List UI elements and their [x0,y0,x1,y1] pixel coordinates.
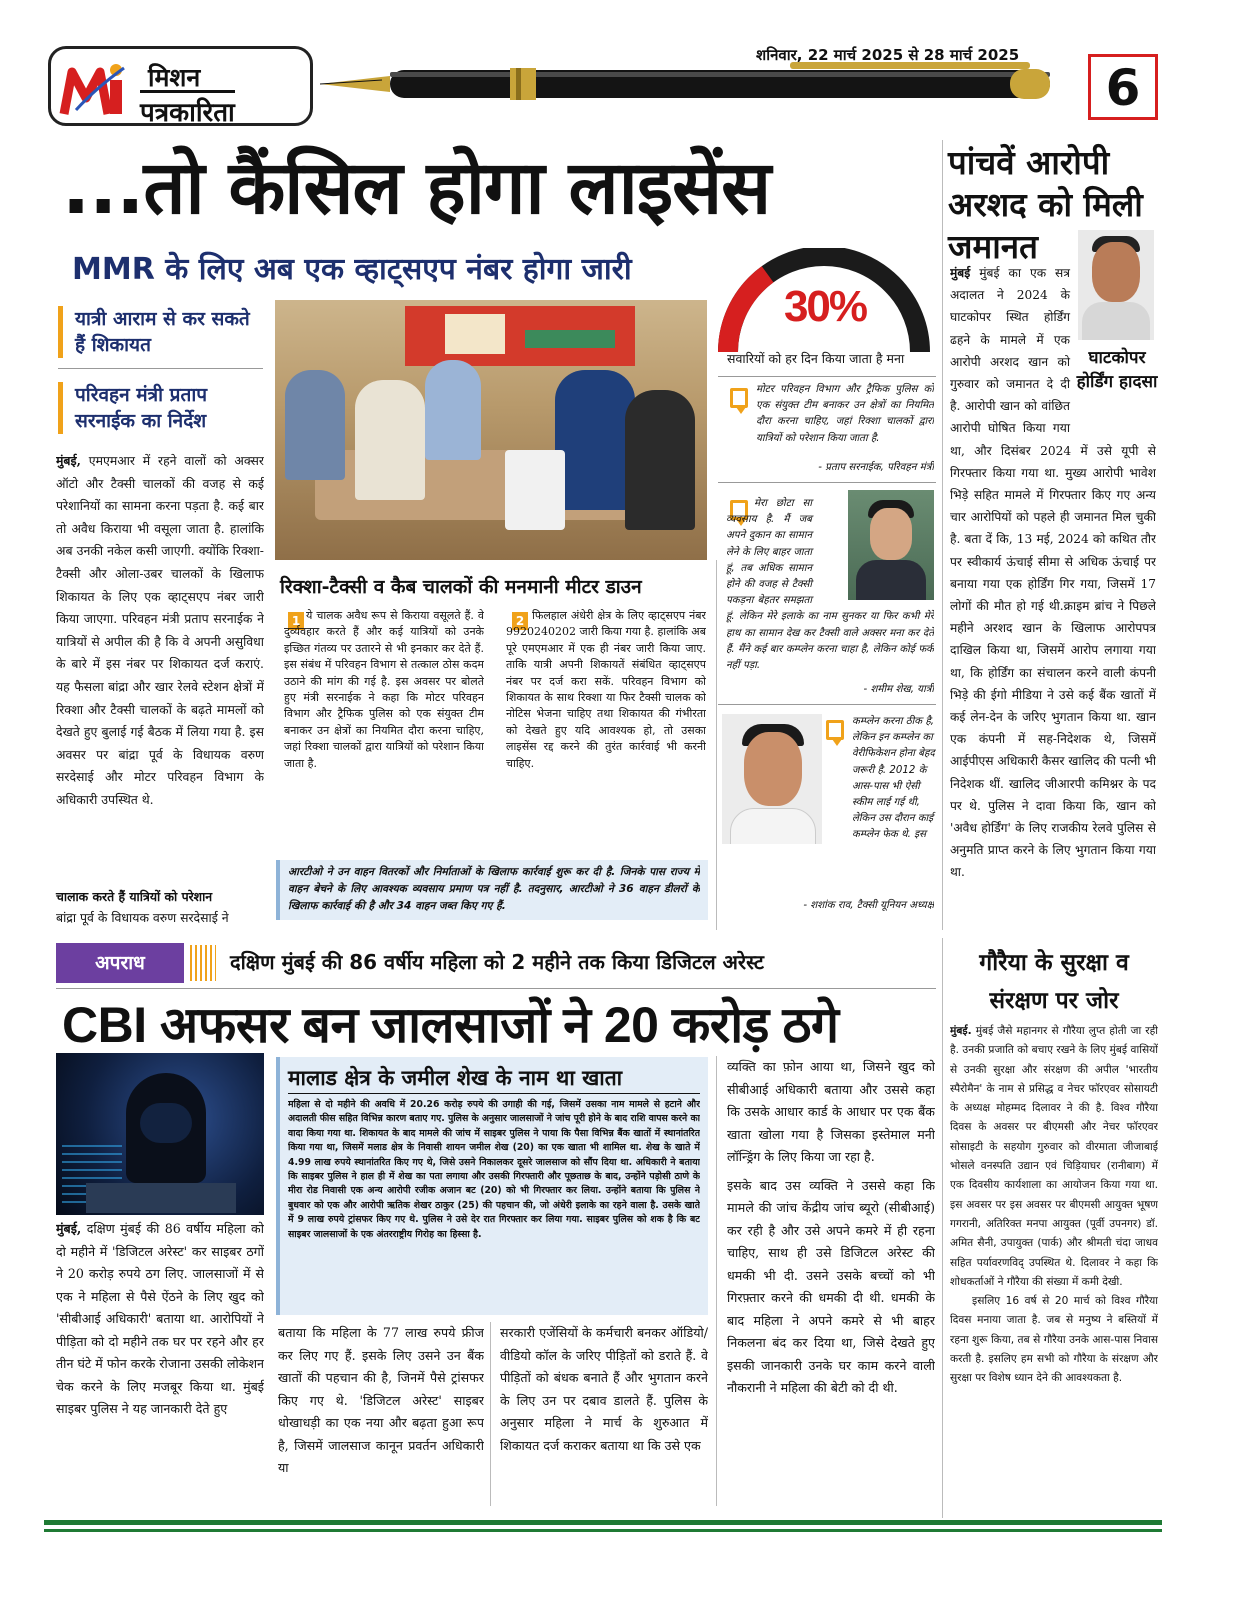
crime-box-body: महिला से दो महीने की अवधि में 20.26 करोड़ रुपये की उगाही की गई, जिसमें उसका नाम मामले से हटाने और अदालती फीस सहित विभिन्न कारण बताए गए. पुलिस के अनुसार जालसाजों ने जांच पूरी होने के बाद राशि वापस करने का वादा किया गया था. शिकायत के बाद मामले की जांच में साइबर पुलिस ने पाया कि पैसा विभिन्न बैंक खातों में स्थानांतरित किया गया था, जिसमें मलाड क्षेत्र के निवासी शायन जमील शेख (20) का एक खाता भी शामिल था. शेख के खाते में 4.99 लाख रुपये स्थानांतरित किए गए थे, जिसे उसने निकालकर दूसरे जालसाज को सौंप दिया था. अधिकारी ने बताया कि साइबर पुलिस ने हाल ही में शेख का पता लगाया और उसकी गिरफ्तारी और पूछताछ के बाद, उन्होंने पड़ोसी ठाणे के मीरा रोड निवासी एक अन्य आरोपी रजीक अजान बट (20) को भी गिरफ्तार कर लिया. उन्होंने बताया कि पुलिस ने बुधवार को एक और आरोपी ऋतिक शेखर ठाकुर (25) की पहचान की, जो अंधेरी इलाके का रहने वाला है. उसके खाते में 9 लाख रुपये ट्रांसफर किए गए थे. पुलिस ने उसे देर रात गिरफ्तार कर लिया गया. साइबर पुलिस को शक है कि बट साइबर जालसाजों के एक अंतरराष्ट्रीय गिरोह का हिस्सा है. [288,1099,700,1240]
crime-box-title: मालाड क्षेत्र के जमील शेख के नाम था खाता [288,1063,700,1094]
divider [942,140,943,930]
lead-body [56,450,264,886]
point-2-text [506,608,706,858]
lead-subhead: MMR के लिए अब एक व्हाट्सएप नंबर होगा जारी [72,252,632,287]
point-1-badge: 1 [288,612,304,630]
quote-1-author: - प्रताप सरनाईक, परिवहन मंत्री [818,462,934,473]
crime-tag: अपराध [56,943,184,983]
divider [490,1322,491,1506]
crime-col-4 [727,1056,935,1504]
crime-box [276,1057,708,1315]
rto-box [276,860,708,920]
quote-3-author: - शशांक राव, टैक्सी यूनियन अध्यक्ष [803,900,934,911]
side2-headline: गौरैया के सुरक्षा व संरक्षण पर जोर [979,950,1129,1014]
divider [942,938,943,1518]
crime-col-2: बताया कि महिला के 77 लाख रुपये फ्रीज कर लिए गए हैं. इसके लिए उसने उन बैंक खातों की पहचान की है, जिनमें पैसे ट्रांसफर किए गए थे. 'डिजिटल अरेस्ट' साइबर धोखाधड़ी का एक नया और बढ़ता हुआ रूप है, जिसमें जालसाज कानून प्रवर्तन अधिकारी या [278,1325,484,1475]
side1-body [950,262,1156,934]
divider [716,560,717,930]
lead-bullet-1-text: यात्री आराम से कर सकते हैं शिकायत [75,308,250,356]
point-2-badge: 2 [512,612,528,630]
side2-body [950,1022,1158,1518]
point-1-body: ये चालक अवैध रूप से किराया वसूलते हैं. वे दुर्व्यवहार करते हैं और कई यात्रियों को उनके इच्छित गंतव्य पर उतारने से भी इनकार कर देते हैं. इस संबंध में परिवहन विभाग से तत्काल ठोस कदम उठाने की मांग की गई है. इस अवसर पर बोलते हुए मंत्री सरनाईक ने कहा कि मोटर परिवहन विभाग और ट्रैफिक पुलिस को एक संयुक्त टीम बनाकर उन क्षेत्रों का नियमित दौरा करना चाहिए, जहां रिक्शा चालकों द्वारा यात्रियों को परेशान किया जाता है. [284,609,484,770]
lead-dateline: मुंबई, [56,453,81,468]
page-number: 6 [1088,54,1158,120]
lead-bullet-1 [58,306,263,358]
lead-headline: ...तो कैंसिल होगा लाइसेंस [62,145,771,231]
crime-headline: CBI अफसर बन जालसाजों ने 20 करोड़ ठगे [62,997,839,1053]
lead-bullet-2-text: परिवहन मंत्री प्रताप सरनाईक का निर्देश [75,384,208,432]
divider [718,482,936,483]
quote-1-text: मोटर परिवहन विभाग और ट्रैफिक पुलिस को एक संयुक्त टीम बनाकर उन क्षेत्रों का नियमित दौरा करना चाहिए, जहां रिक्शा चालकों द्वारा यात्रियों को परेशान किया जाता है. [756,384,934,444]
footer-bar [44,1520,1162,1532]
logo-icon [58,60,138,118]
crime-col-4-text: व्यक्ति का फ़ोन आया था, जिसने खुद को सीबीआई अधिकारी बताया और उससे कहा कि उसके आधार कार्ड के आधार पर एक बैंक खाता खोला गया है जिसका इस्तेमाल मनी लॉन्ड्रिंग के लिए किया जा रहा है. [727,1059,935,1164]
rto-box-text: आरटीओ ने उन वाहन वितरकों और निर्माताओं के खिलाफ कार्रवाई शुरू कर दी है. जिनके पास राज्य में वाहन बेचने के लिए आवश्यक व्यवसाय प्रमाण पत्र नहीं है. तदनुसार, आरटीओ ने 36 वाहन डीलरों के खिलाफ कार्रवाई की है और 34 वाहन जब्त किए गए हैं. [288,866,700,912]
side2-body-text-2: इसलिए 16 वर्ष से 20 मार्च को विश्व गौरैया दिवस मनाया जाता है. जब से मनुष्य ने बस्तियों में रहना शुरू किया, तब से गौरैया उनके आस-पास निवास करती है. इसलिए हम सभी को गौरैया के संरक्षण और सुरक्षा पर विशेष ध्यान देने की आवश्यकता है. [950,1295,1158,1385]
point-1-text [284,608,484,858]
divider [716,1056,717,1506]
side2-dateline: मुंबई. [950,1025,972,1037]
quote-2-author: - शमीम शेख, यात्री [863,684,934,695]
meeting-photo [275,300,707,560]
gauge-fill [728,274,768,352]
quote-icon [826,720,844,740]
quote-3-tail [726,844,934,892]
quote-3-text: कम्प्लेन करना ठीक है, लेकिन इन कम्प्लेन का वेरीफिकेशन होना बेहद जरूरी है. 2012 के आस-पास भी ऐसी स्कीम लाई गई थी, लेकिन उस दौरान काई कम्प्लेन फेक थे. इस [852,716,935,841]
issue-date: शनिवार, 22 मार्च 2025 से 28 मार्च 2025 [756,46,1020,64]
side1-headline: पांचवें आरोपी अरशद को मिली जमानत [948,143,1143,266]
photo-caption: रिक्शा-टैक्सी व कैब चालकों की मनमानी मीटर डाउन [280,576,642,598]
crime-kicker: दक्षिण मुंबई की 86 वर्षीय महिला को 2 महीने तक किया डिजिटल अरेस्ट [230,950,764,974]
quote-2-body: मेरा छोटा सा व्यवसाय है. मैं जब अपने दुकान का सामान लेने के लिए बाहर जाता हूं, तब अधिक सामान होने की वजह से टैक्सी पकड़ना बेहतर समझता हूं. लेकिन मेरे इलाके का नाम सुनकर या फिर कभी मेरे हाथ का सामान देख कर टैक्सी वाले अक्सर मना कर देते हैं. मैंने कई बार कम्प्लेन करना चाहा है, लेकिन कोई फर्क नहीं पड़ा. [726,498,934,672]
gauge-caption: सवारियों को हर दिन किया जाता है मना [727,351,905,366]
side2-body-text: मुंबई जैसे महानगर से गौरैया लुप्त होती जा रही है. उनकी प्रजाति को बचाए रखने के लिए मुंबई वासियों से उनकी सुरक्षा और संरक्षण की अपील 'भारतीय स्पैरोमैन' के नाम से प्रसिद्ध व नेचर फॉरएवर सोसायटी के अध्यक्ष मोहम्मद दिलावर ने की है. विश्व गौरैया दिवस के अवसर पर बीएमसी और नेचर फॉरएवर सोसाइटी के सहयोग गुरुवार को वीरमाता जीजाबाई भोसले वनस्पति उद्यान एवं चिड़ियाघर (रानीबाग) में एक दिवसीय कार्यशाला का आयोजन किया गया था. इस अवसर पर इस अवसर पर बीएमसी आयुक्त भूषण गगरानी, अतिरिक्त मनपा आयुक्त (पूर्वी उपनगर) डॉ. अमित सैनी, उपायुक्त (पार्क) और श्रीमती चंदा जाधव सहित पर्यावरणविद् उपस्थित थे. दिलावर ने कहा कि शोधकर्ताओं ने गौरैया की संख्या में कमी देखी. [950,1025,1158,1288]
lead-bullet-2 [58,382,263,434]
lead-subhead-2: चालाक करते हैं यात्रियों को परेशान [56,889,213,904]
point-2-body: फिलहाल अंधेरी क्षेत्र के लिए व्हाट्सएप नंबर 9920240202 जारी किया गया है. हालांकि अब पूरे एमएमआर में एक ही नंबर जारी किया जाए. ताकि यात्री अपनी शिकायतें संबंधित व्हाट्सएप नंबर पर दर्ज करा सकें. परिवहन विभाग को शिकायत के साथ रिक्शा या फिर टैक्सी चालक को नोटिस भेजना चाहिए तथा शिकायत की गंभीरता को देखते हुए यदि आवश्यक हो, तो उसका लाइसेंस रद्द करने की तुरंत कार्रवाई भी करनी चाहिए. [506,609,706,770]
hacker-photo [56,1053,264,1215]
gauge-value: 30% [783,282,867,331]
logo-text-top: मिशन [148,63,201,92]
side1-body-text: मुंबई का एक सत्र अदालत ने 2024 के घाटकोपर स्थित होर्डिंग ढहने के मामले में एक आरोपी अरशद खान को गुरुवार को जमानत दे दी है. आरोपी खान को वांछित आरोपी घोषित किया गया था, और दिसंबर 2024 में उसे यूपी से गिरफ्तार किया गया था. मुख्य आरोपी भावेश भिड़े सहित मामले में गिरफ्तार किए गए अन्य चार आरोपियों को पहले ही जमानत मिल चुकी है. बता दें कि, 13 मई, 2024 को कथित तौर पर स्वीकार्य ऊंचाई सीमा से अधिक ऊंचाई पर बनाया गया एक होर्डिंग गिर गया, जिसमें 17 लोगों की मौत हो गई थी.क्राइम ब्रांच ने पिछले महीने अरशद खान के खिलाफ आरोपपत्र दाखिल किया था, जिसमें आरोप लगाया गया था, कि होर्डिंग का संचालन करने वाली कंपनी भिड़े की ईगो मीडिया ने उसे कई बैंक खातों में कई लेन-देन के जरिए भुगतान किया था. खान एक कंपनी में सह-निदेशक थे, जिसमें आईपीएस अधिकारी कैसर खालिद की पत्नी भी निदेशक थीं. खालिद जीआरपी कमिश्नर के पद पर थे. पुलिस ने दावा किया कि, खान को 'अवैध होर्डिंग' के लिए राजकीय रेलवे पुलिस से अनुमति प्राप्त करने के लिए भुगतान किया गया था. [950,266,1156,880]
lead-body-text: एमएमआर में रहने वालों को अक्सर ऑटो और टैक्सी चालकों की वजह से कई परेशानियों का सामना करना पड़ता है. कई बार तो अवैध किराया भी वसूला जाता है. हालांकि अब उनकी नकेल कसी जाएगी. क्योंकि रिक्शा-टैक्सी और ओला-उबर चालकों के खिलाफ शिकायत के लिए एक व्हाट्सएप नंबर जारी किया जाएगा. परिवहन मंत्री प्रताप सरनाईक ने यात्रियों से अपील की है कि वे अपनी असुविधा के बारे में इस नंबर पर शिकायत दर्ज कराएं. यह फैसला बांद्रा और खार रेलवे स्टेशन क्षेत्रों में रिक्शा और टैक्सी चालकों के बढ़ते मामलों को देखते हुए बुलाई गई बैठक में लिया गया है. इस अवसर पर बांद्रा पूर्व के विधायक वरुण सरदेसाई और मोटर परिवहन विभाग के अधिकारी उपस्थित थे. [56,453,264,807]
crime-dateline: मुंबई, [56,1221,82,1236]
crime-col-4b-text: इसके बाद उस व्यक्ति ने उससे कहा कि मामले की जांच केंद्रीय जांच ब्यूरो (सीबीआई) कर रही है और उसे अपने कमरे में ही रहना चाहिए, साथ ही उसे डिजिटल अरेस्ट की धमकी भी दी. उसने उसके बच्चों को भी गिरफ़्तार करने की धमकी दी थी. धमकी के बाद महिला ने अपने कमरे से भी बाहर निकलना बंद कर दिया था, जिसे देखते हुए इसकी जानकारी उनके घर काम करने वाली नौकरानी ने महिला की बेटी को दी थी. [727,1177,935,1395]
crime-col-1 [56,1218,264,1504]
crime-tag-stripes [190,945,216,981]
side1-dateline: मुंबई [950,266,971,280]
crime-col-1-text: दक्षिण मुंबई की 86 वर्षीय महिला को दो महीने में 'डिजिटल अरेस्ट' कर साइबर ठगों ने 20 करोड़ रुपये ठग लिए. जालसाजों में से एक ने महिला से पैसे ऐंठने के लिए खुद को 'सीबीआई अधिकारी' बताया था. आरोपियों ने पीड़िता को दो महीने तक घर पर रहने और हर तीन घंटे में फोन करके रोजाना उसकी लोकेशन चेक करने के लिए मजबूर किया था. मुंबई साइबर पुलिस ने यह जानकारी देते हुए [56,1221,264,1416]
divider [718,376,936,377]
lead-body-2: बांद्रा पूर्व के विधायक वरुण सरदेसाई ने [56,910,229,925]
divider [718,704,936,705]
fountain-pen-image [320,58,1080,110]
side1-photo-caption: घाटकोपर होर्डिंग हादसा [1076,348,1158,392]
divider [58,368,263,369]
shashank-rao-photo [722,714,822,844]
crime-col-3: सरकारी एजेंसियों के कर्मचारी बनकर ऑडियो/वीडियो कॉल के जरिए पीड़ितों को डराते हैं. वे पीड़ितों को बंधक बनाते हैं और भुगतान करने के लिए उन पर दबाव डालते हैं. पुलिस के अनुसार महिला ने मार्च के शुरुआत में शिकायत दर्ज कराकर बताया था कि उसे एक [500,1325,708,1453]
quote-2-text [726,496,934,696]
logo-text-bottom: पत्रकारिता [140,90,235,129]
quote-icon [730,388,748,408]
